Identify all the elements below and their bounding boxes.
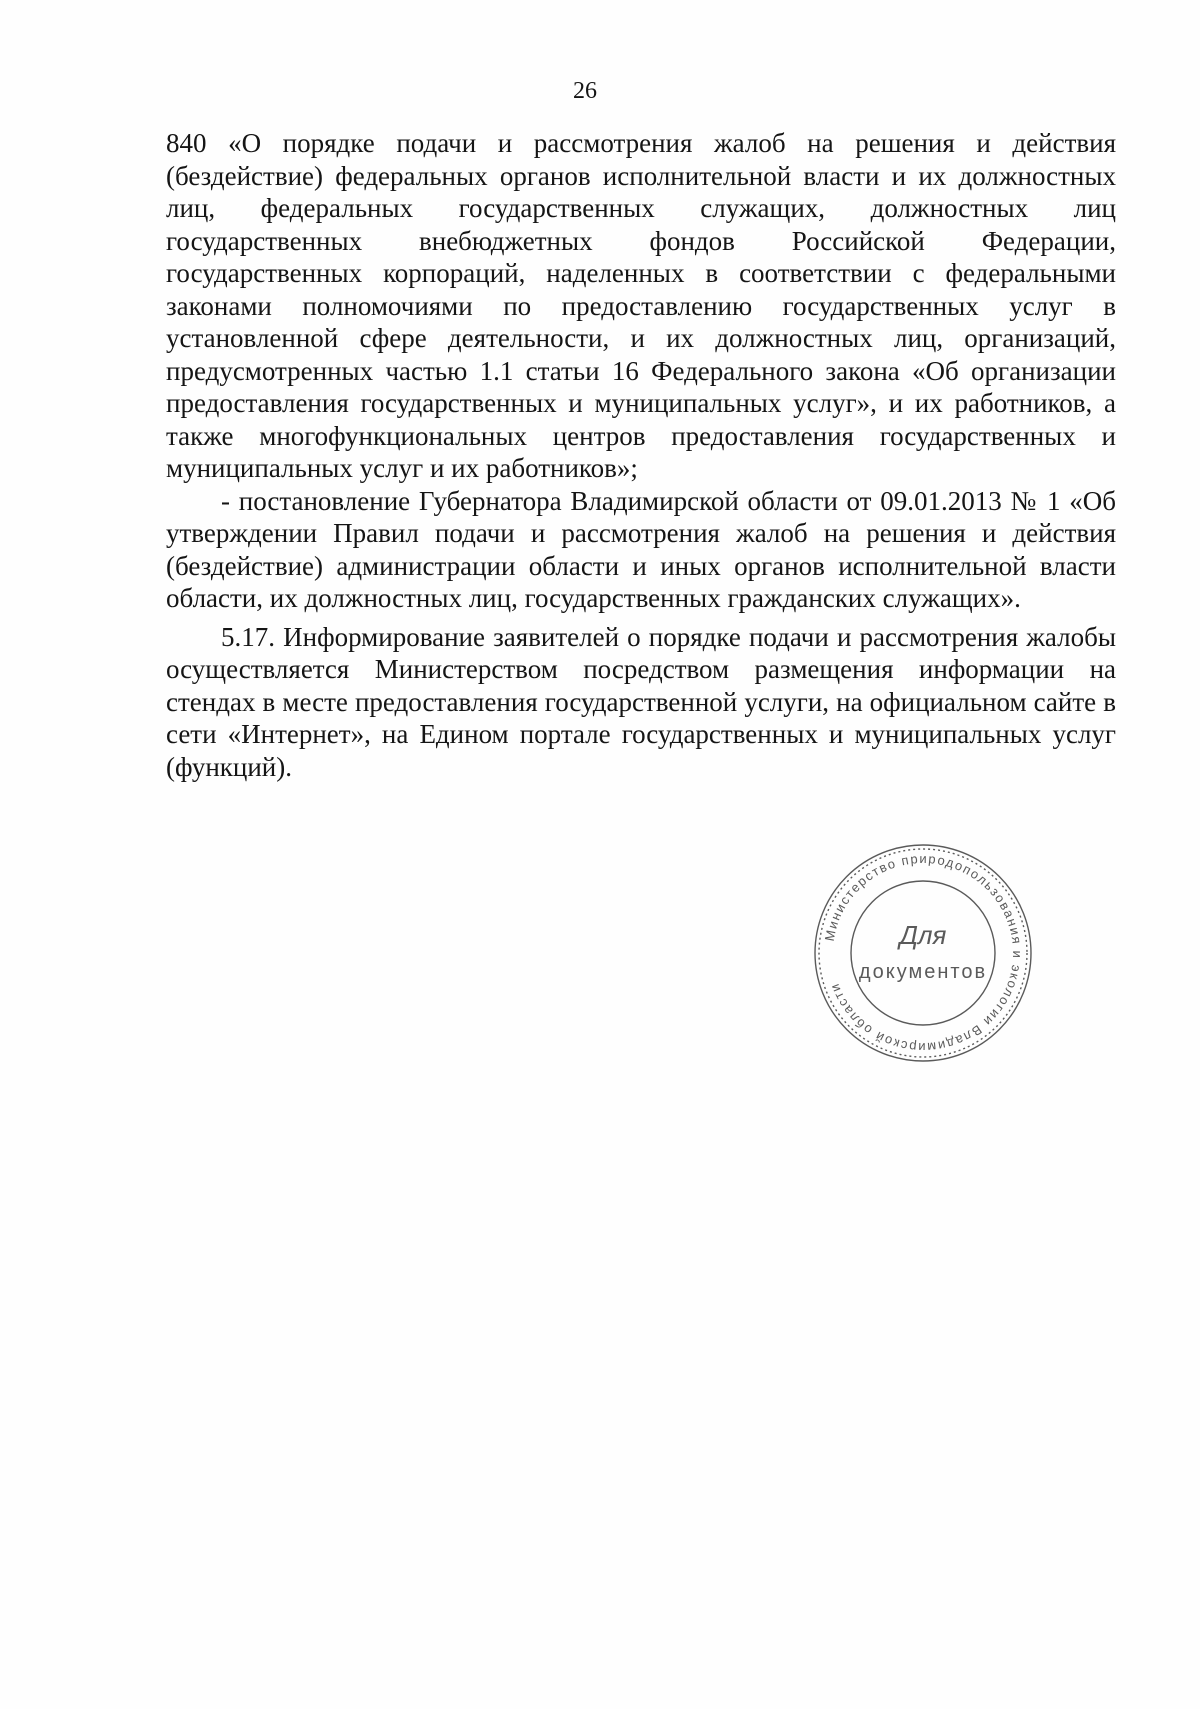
paragraph-governor-resolution: - постановление Губернатора Владимирской области от 09.01.2013 № 1 «Об утверждении Правил подачи и рассмотрения жалоб на решения и действия (бездействие) администрации области и иных органов исполнительной власти области, их должностных лиц, государственных гражданских служащих».: [166, 485, 1116, 613]
svg-text:Для: Для: [899, 920, 947, 950]
paragraph-5-17-informing: 5.17. Информирование заявителей о порядке подачи и рассмотрения жалобы осуществляется Министерством посредством размещения информации на стендах в месте предоставления государственной услуги, на официальном сайте в сети «Интернет», на Едином портале государственных и муниципальных услуг (функций).: [166, 621, 1116, 782]
paragraph-complaint-decree-continuation: 840 «О порядке подачи и рассмотрения жалоб на решения и действия (бездействие) федеральных органов исполнительной власти и их должностных лиц, федеральных государственных служащих, должностных лиц государственных внебюджетных фондов Российской Федерации, государственных корпораций, наделенных в соответствии с федеральными законами полномочиями по предоставлению государственных услуг в установленной сфере деятельности, и их должностных лиц, организаций, предусмотренных частью 1.1 статьи 16 Федерального закона «Об организации предоставления государственных и муниципальных услуг», и их работников, а также многофункциональных центров предоставления государственных и муниципальных услуг и их работников»;: [166, 128, 1116, 483]
official-seal-stamp: [808, 840, 1038, 1066]
document-body: [166, 127, 1116, 783]
svg-text:Министерство природопользовани: Министерство природопользования и экологии Владимирской области: [821, 850, 1026, 1056]
page-number: 26: [573, 78, 597, 104]
svg-text:документов: документов: [858, 961, 988, 983]
